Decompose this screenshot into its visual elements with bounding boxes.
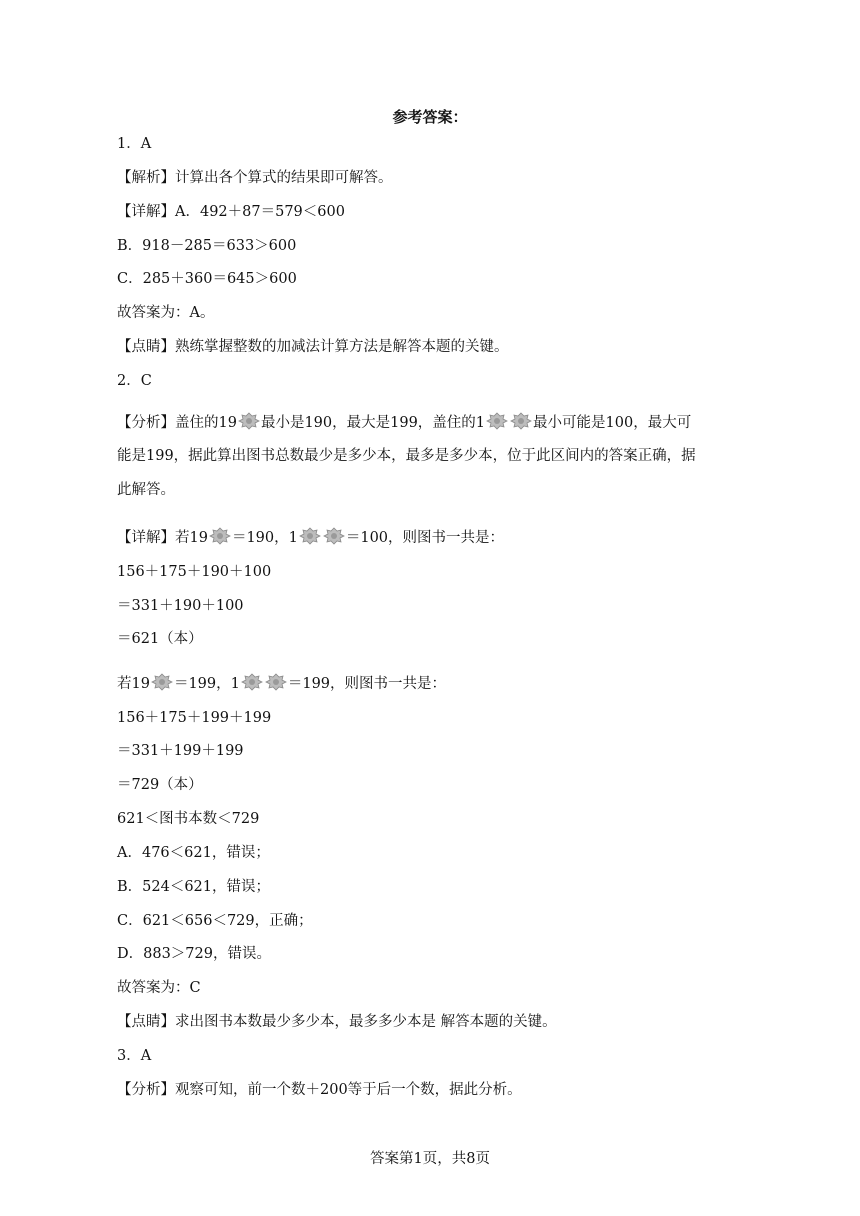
- ink-blot-icon: [299, 527, 321, 545]
- q2-case1-text-c: ＝100，则图书一共是：: [345, 530, 505, 546]
- q2-case2-header: [117, 673, 446, 694]
- q2-fenxi-text-c: 最小可能是100，最大可: [533, 415, 692, 431]
- q2-option-d: D．883＞729，错误。: [117, 946, 271, 962]
- q1-conclusion: 故答案为：A。: [117, 305, 215, 321]
- q1-dianjing: 【点睛】熟练掌握整数的加减法计算方法是解答本题的关键。: [117, 339, 509, 355]
- q2-answer: 2．C: [117, 373, 152, 389]
- q2-case1-header: [117, 527, 504, 548]
- ink-blot-icon: [241, 673, 263, 691]
- q3-fenxi: 【分析】观察可知，前一个数＋200等于后一个数，据此分析。: [117, 1082, 522, 1098]
- q1-answer: 1．A: [117, 136, 152, 152]
- q2-fenxi-text-b: 最小是190，最大是199，盖住的1: [260, 415, 486, 431]
- ink-blot-icon: [265, 673, 287, 691]
- q2-case2-text-c: ＝199，则图书一共是：: [287, 676, 447, 692]
- q2-case1-step3: ＝621（本）: [117, 631, 203, 647]
- q2-fenxi-text-a: 【分析】盖住的19: [117, 415, 237, 431]
- q1-xiangjie-a: 【详解】A．492＋87＝579＜600: [117, 204, 345, 220]
- q2-case1-text-b: ＝190，1: [231, 530, 298, 546]
- q2-option-c: C．621＜656＜729，正确；: [117, 913, 313, 929]
- ink-blot-icon: [486, 412, 508, 430]
- q2-option-a: A．476＜621，错误；: [117, 845, 270, 861]
- q2-fenxi-line2: 能是199，据此算出图书总数最少是多少本，最多是多少本，位于此区间内的答案正确，据: [117, 448, 696, 464]
- q2-case2-text-a: 若19: [117, 676, 150, 692]
- q2-case2-step1: 156＋175＋199＋199: [117, 710, 272, 726]
- q2-case2-step3: ＝729（本）: [117, 777, 203, 793]
- q2-case2-text-b: ＝199，1: [173, 676, 240, 692]
- q2-case1-step1: 156＋175＋190＋100: [117, 564, 272, 580]
- q1-option-b: B．918－285＝633＞600: [117, 238, 297, 254]
- ink-blot-icon: [323, 527, 345, 545]
- q2-conclusion: 故答案为：C: [117, 980, 201, 996]
- q2-case1-text-a: 【详解】若19: [117, 530, 208, 546]
- page-title: 参考答案：: [392, 108, 468, 126]
- q1-jiexi: 【解析】计算出各个算式的结果即可解答。: [117, 170, 393, 186]
- q2-fenxi-line3: 此解答。: [117, 482, 175, 498]
- q2-fenxi-line1: [117, 412, 691, 433]
- q1-option-c: C．285＋360＝645＞600: [117, 271, 297, 287]
- page-footer: 答案第1页，共8页: [370, 1151, 490, 1167]
- q2-dianjing: 【点睛】求出图书本数最少多少本，最多多少本是 解答本题的关键。: [117, 1014, 557, 1030]
- q2-case1-step2: ＝331＋190＋100: [117, 598, 244, 614]
- ink-blot-icon: [209, 527, 231, 545]
- ink-blot-icon: [238, 412, 260, 430]
- q2-option-b: B．524＜621，错误；: [117, 879, 271, 895]
- q3-answer: 3．A: [117, 1048, 152, 1064]
- ink-blot-icon: [151, 673, 173, 691]
- ink-blot-icon: [510, 412, 532, 430]
- q2-range: 621＜图书本数＜729: [117, 811, 260, 827]
- q2-case2-step2: ＝331＋199＋199: [117, 743, 244, 759]
